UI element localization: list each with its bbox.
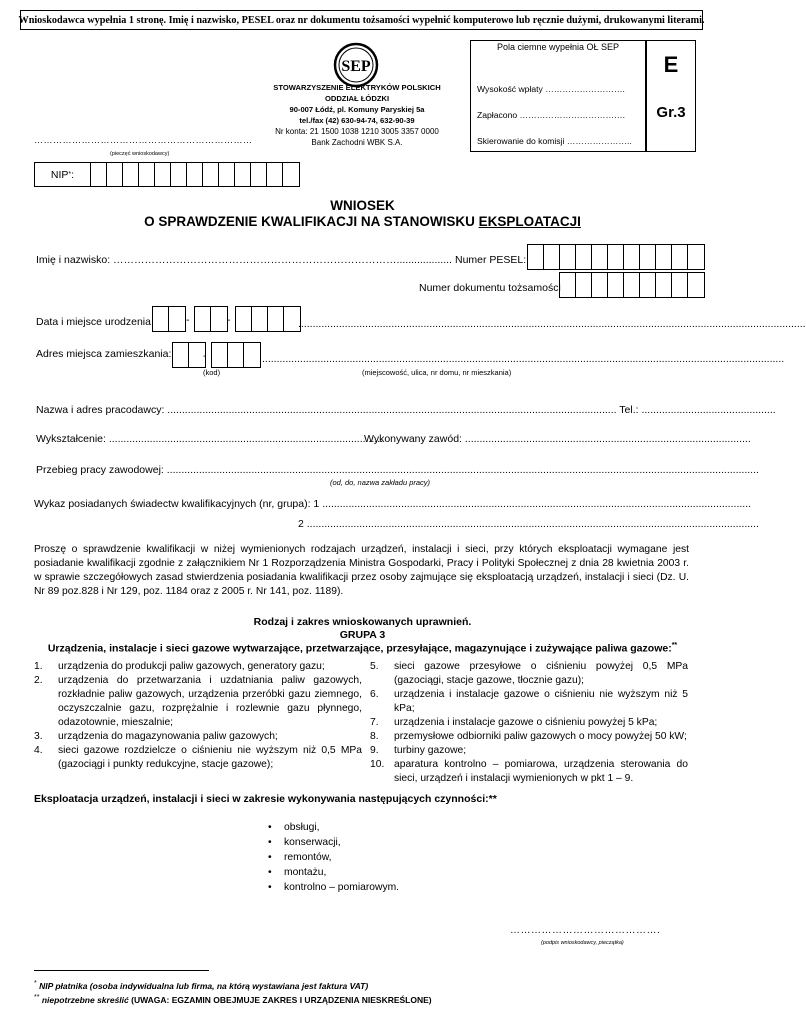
scope-subheading: Urządzenia, instalacje i sieci gazowe wytwarzające, przetwarzające, przesyłające, magazynujące i zużywające paliwa gazowe:** <box>47 642 678 655</box>
activity-item[interactable]: • konserwacji, <box>268 837 341 848</box>
scope-list-right <box>370 660 688 786</box>
name-field[interactable]: Imię i nazwisko: ………………………………………………………………………................... <box>36 254 452 266</box>
signature-caption: (podpis wnioskodawcy, pieczątka) <box>541 940 624 946</box>
form-group: Gr.3 <box>656 104 686 121</box>
nip-digit-cell[interactable] <box>203 163 219 186</box>
postal-code-caption: (kod) <box>203 368 221 377</box>
nip-label: NIP * : <box>35 163 91 186</box>
instructions-banner: Wnioskodawca wypełnia 1 stronę. Imię i nazwisko, PESEL oraz nr dokumentu tożsamości wypełnić komputerowo lub ręcznie dużymi, drukowanymi literami. <box>20 10 703 30</box>
nip-digit-cell[interactable] <box>251 163 267 186</box>
scope-heading: Rodzaj i zakres wnioskowanych uprawnień. <box>253 616 472 628</box>
dash: - <box>227 314 231 326</box>
address-field[interactable]: ................................................................................................................................................................................... <box>262 353 785 365</box>
certificates-field-1[interactable]: Wykaz posiadanych świadectw kwalifikacyjnych (nr, grupa): 1 ................................................................................................................................................... <box>34 498 752 510</box>
activities-list <box>268 820 399 895</box>
form-letter: E <box>663 52 679 77</box>
pesel-label: Numer PESEL: <box>455 254 527 266</box>
paid-field[interactable]: Zapłacono ………………………………. <box>477 110 626 120</box>
list-item[interactable]: 9. turbiny gazowe; <box>370 745 467 756</box>
activity-item[interactable]: • kontrolno – pomiarowym. <box>268 882 400 893</box>
birth-label: Data i miejsce urodzenia: <box>36 316 154 328</box>
org-branch: ODDZIAŁ ŁÓDZKI <box>324 94 390 103</box>
referral-field[interactable]: Skierowanie do komisji ………………….. <box>477 136 632 146</box>
birth-year-input[interactable] <box>235 306 301 332</box>
list-item[interactable]: 7. urządzenia i instalacje gazowe o ciśnieniu powyżej 5 kPa; <box>370 717 658 728</box>
activities-heading: Eksploatacja urządzeń, instalacji i sieci w zakresie wykonywania następujących czynności:** <box>34 793 497 805</box>
nip-digit-cell[interactable] <box>219 163 235 186</box>
nip-digit-cell[interactable] <box>235 163 251 186</box>
org-bank: Bank Zachodni WBK S.A. <box>311 138 403 147</box>
address-caption: (miejscowość, ulica, nr domu, nr mieszkania) <box>362 368 512 377</box>
birth-place-field[interactable]: .............................................................................................................................................................................. <box>298 318 806 330</box>
certificates-field-2[interactable]: 2 ........................................................................................................................................................... <box>298 518 759 530</box>
dash: - <box>186 314 190 326</box>
nip-digit-cell[interactable] <box>91 163 107 186</box>
dash: - <box>203 350 207 362</box>
postal-code-prefix-input[interactable] <box>172 342 206 368</box>
nip-digit-cell[interactable] <box>155 163 171 186</box>
nip-digit-cell[interactable] <box>139 163 155 186</box>
career-field[interactable]: Przebieg pracy zawodowej: ........................................................................................................................................................................................................... <box>36 464 759 476</box>
nip-digit-cell[interactable] <box>283 163 299 186</box>
pesel-input[interactable] <box>527 244 705 270</box>
id-document-label: Numer dokumentu tożsamości <box>419 282 561 294</box>
form-subtitle: O SPRAWDZENIE KWALIFIKACJI NA STANOWISKU EKSPLOATACJI <box>144 214 581 229</box>
nip-digit-cell[interactable] <box>123 163 139 186</box>
birth-month-input[interactable] <box>194 306 228 332</box>
list-item[interactable]: 5. sieci gazowe przesyłowe o ciśnieniu powyżej 0,5 MPa (gazociągi, stacje gazowe, tłocznie gazu); <box>370 661 688 686</box>
address-label: Adres miejsca zamieszkania: <box>36 348 172 360</box>
form-title: WNIOSEK <box>330 198 395 213</box>
list-item[interactable]: 2. urządzenia do przetwarzania i uzdatniania paliw gazowych, rozkładnie paliw gazowych, urządzenia przeróbki gazu ziemnego, oczyszczalnie gazu, rozprężalnie i rozlewnie gazu płynnego, odazotownie, mieszalnie; <box>34 675 362 728</box>
list-item[interactable]: 1. urządzenia do produkcji paliw gazowych, generatory gazu; <box>34 661 325 672</box>
signature-line[interactable]: ……………………………………. <box>510 925 661 936</box>
request-paragraph: Proszę o sprawdzenie kwalifikacji w niżej wymienionych rodzajach urządzeń, instalacji i sieci, przy których eksploatacji wymagane jest posiadanie kwalifikacji zgodnie z załącznikiem Nr 1 Rozporządzenia Ministra Gospodarki, Pracy i Polityki Społecznej z dnia 28 kwietnia 2003 r. w sprawie szczegółowych zasad stwierdzenia posiadania kwalifikacji przez osoby zajmujące się eksploatacją urządzeń, instalacji i sieci (Dz. U. Nr 89 poz.828 i Nr 129, poz. 1184 oraz z 2005 r. Nr 141, poz. 1189). <box>34 544 689 597</box>
list-item[interactable]: 6. urządzenia i instalacje gazowe o ciśnieniu nie wyższym niż 5 kPa; <box>370 689 688 714</box>
employer-field[interactable]: Nazwa i adres pracodawcy: .......................................................................................................................................................... Tel.: .............................................. <box>36 404 776 416</box>
group-heading: GRUPA 3 <box>339 629 386 641</box>
footnote-1: * NIP płatnika (osoba indywidualna lub firma, na którą wystawiana jest faktura VAT) <box>34 980 369 991</box>
nip-digit-cell[interactable] <box>107 163 123 186</box>
org-name: STOWARZYSZENIE ELEKTRYKÓW POLSKICH <box>273 83 441 92</box>
nip-field[interactable] <box>34 162 300 187</box>
career-caption: (od, do, nazwa zakładu pracy) <box>330 478 431 487</box>
stamp-line: …………………………………………………………… <box>34 135 253 145</box>
profession-field[interactable]: Wykonywany zawód: .................................................................................................. <box>364 433 751 445</box>
footnote-divider <box>34 970 209 971</box>
stamp-caption: (pieczęć wnioskodawcy) <box>110 151 170 157</box>
activity-item[interactable]: • montażu, <box>268 867 327 878</box>
activity-item[interactable]: • remontów, <box>268 852 332 863</box>
org-account: Nr konta: 21 1500 1038 1210 3005 3357 0000 <box>275 127 439 136</box>
list-item[interactable]: 10. aparatura kontrolno – pomiarowa, urządzenia sterowania do sieci, urządzeń i instalacji wymienionych w pkt 1 – 9. <box>370 759 688 784</box>
list-item[interactable]: 4. sieci gazowe rozdzielcze o ciśnieniu nie wyższym niż 0,5 MPa (gazociągi i punkty redukcyjne, stacje gazowe); <box>34 745 362 770</box>
birth-day-input[interactable] <box>152 306 186 332</box>
footnote-2: ** niepotrzebne skreślić (UWAGA: EGZAMIN OBEJMUJE ZAKRES I URZĄDZENIA NIESKREŚLONE) <box>34 994 432 1005</box>
activity-item[interactable]: • obsługi, <box>268 822 320 833</box>
org-address: 90-007 Łódź, pl. Komuny Paryskiej 5a <box>289 105 425 114</box>
postal-code-suffix-input[interactable] <box>211 342 261 368</box>
scope-list-left <box>34 660 362 772</box>
nip-digit-cell[interactable] <box>267 163 283 186</box>
organization-header <box>262 82 452 148</box>
education-field[interactable]: Wykształcenie: .............................................................................................. <box>36 433 384 445</box>
office-use-header: Pola ciemne wypełnia OŁ SEP <box>496 42 620 52</box>
logo-text: SEP <box>341 58 371 75</box>
nip-digit-cell[interactable] <box>171 163 187 186</box>
list-item[interactable]: 3. urządzenia do magazynowania paliw gazowych; <box>34 731 278 742</box>
org-phone: tel./fax (42) 630-94-74, 632-90-39 <box>299 116 415 125</box>
id-document-input[interactable] <box>559 272 705 298</box>
payment-amount-field[interactable]: Wysokość wpłaty ………………………. <box>477 84 625 94</box>
nip-digit-cell[interactable] <box>187 163 203 186</box>
list-item[interactable]: 8. przemysłowe odbiorniki paliw gazowych o mocy powyżej 50 kW; <box>370 731 687 742</box>
